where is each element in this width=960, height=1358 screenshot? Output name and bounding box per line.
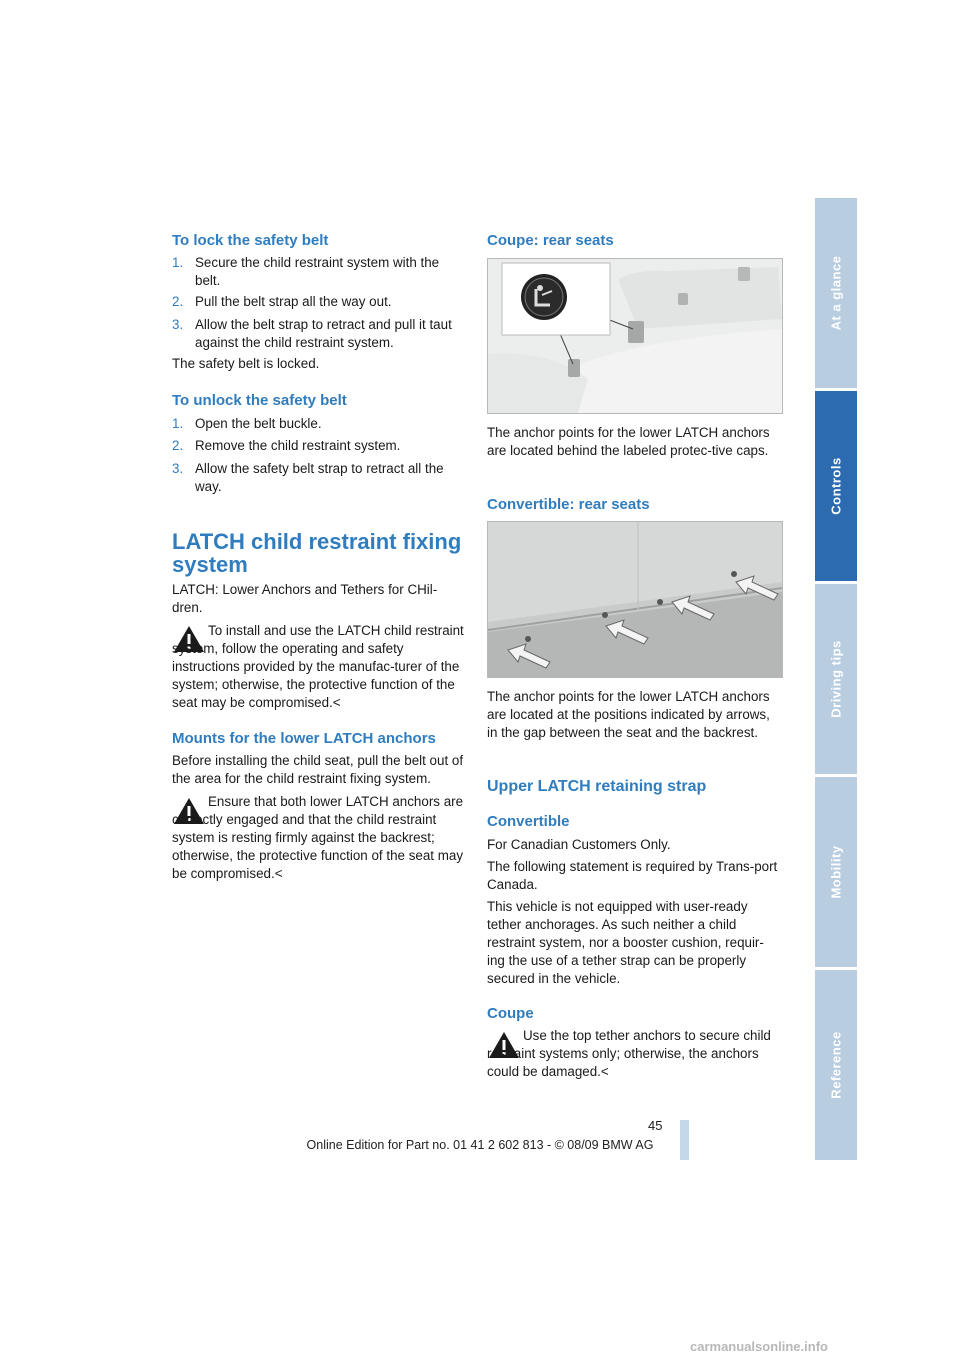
statement-text: The following statement is required by Trans-port Canada. bbox=[487, 859, 778, 892]
list-item: 2. Pull the belt strap all the way out. bbox=[172, 294, 392, 309]
canadian-text: For Canadian Customers Only. bbox=[487, 837, 671, 852]
tab-mobility[interactable]: Mobility bbox=[815, 777, 857, 967]
page-number: 45 bbox=[648, 1118, 663, 1133]
coupe-rear-text: The anchor points for the lower LATCH anchors are located behind the labeled protec-tive caps. bbox=[487, 425, 770, 458]
coupe-heading: Coupe bbox=[487, 1005, 534, 1022]
list-item: 3. Allow the belt strap to retract and pull it taut against the child restraint system. bbox=[172, 317, 452, 350]
warning-text: To install and use the LATCH child restraint system, follow the operating and safety instructions provided by the manufac-turer of the system; otherwise, the protective function of the seat may be compromised.< bbox=[172, 623, 464, 710]
lock-heading: To lock the safety belt bbox=[172, 232, 329, 249]
mounts-text: Before installing the child seat, pull the belt out of the area for the child restraint fixing system. bbox=[172, 753, 464, 786]
upper-latch-heading: Upper LATCH retaining strap bbox=[487, 778, 707, 795]
tab-driving-tips[interactable]: Driving tips bbox=[815, 584, 857, 774]
tab-controls[interactable]: Controls bbox=[815, 391, 857, 581]
list-item: 1. Secure the child restraint system with the belt. bbox=[172, 255, 440, 288]
list-item: 2. Remove the child restraint system. bbox=[172, 438, 401, 453]
mounts-heading: Mounts for the lower LATCH anchors bbox=[172, 730, 436, 747]
tether-text: This vehicle is not equipped with user-ready tether anchorages. As such neither a child restraint system, nor a booster cushion, requir-ing the use of a tether strap can be properly secured in the vehicle. bbox=[487, 899, 764, 986]
tab-reference[interactable]: Reference bbox=[815, 970, 857, 1160]
warning-text: Use the top tether anchors to secure child restraint systems only; otherwise, the anchors could be damaged.< bbox=[487, 1028, 771, 1079]
watermark: carmanualsonline.info bbox=[690, 1339, 828, 1354]
lock-result: The safety belt is locked. bbox=[172, 356, 320, 371]
convertible-rear-text: The anchor points for the lower LATCH anchors are located at the positions indicated by arrows, in the gap between the seat and the backrest. bbox=[487, 689, 770, 740]
convertible-rear-seat-illustration bbox=[488, 522, 782, 677]
convertible-rear-heading: Convertible: rear seats bbox=[487, 496, 650, 513]
coupe-rear-seat-figure bbox=[487, 258, 783, 414]
list-item: 1. Open the belt buckle. bbox=[172, 416, 322, 431]
tab-at-a-glance[interactable]: At a glance bbox=[815, 198, 857, 388]
edition-footer: Online Edition for Part no. 01 41 2 602 813 - © 08/09 BMW AG bbox=[306, 1138, 654, 1152]
warning-text: Ensure that both lower LATCH anchors are correctly engaged and that the child restraint system is resting firmly against the backrest; otherwise, the protective function of the seat may be compromised.< bbox=[172, 794, 464, 881]
convertible-rear-seat-figure bbox=[487, 521, 783, 678]
latch-definition: LATCH: Lower Anchors and Tethers for CHil-dren. bbox=[172, 582, 438, 615]
unlock-heading: To unlock the safety belt bbox=[172, 392, 347, 409]
convertible-heading: Convertible bbox=[487, 813, 570, 830]
latch-heading: LATCH child restraint fixing system bbox=[172, 529, 462, 577]
coupe-rear-heading: Coupe: rear seats bbox=[487, 232, 614, 249]
coupe-rear-seat-illustration bbox=[488, 259, 782, 413]
list-item: 3. Allow the safety belt strap to retract all the way. bbox=[172, 461, 444, 494]
